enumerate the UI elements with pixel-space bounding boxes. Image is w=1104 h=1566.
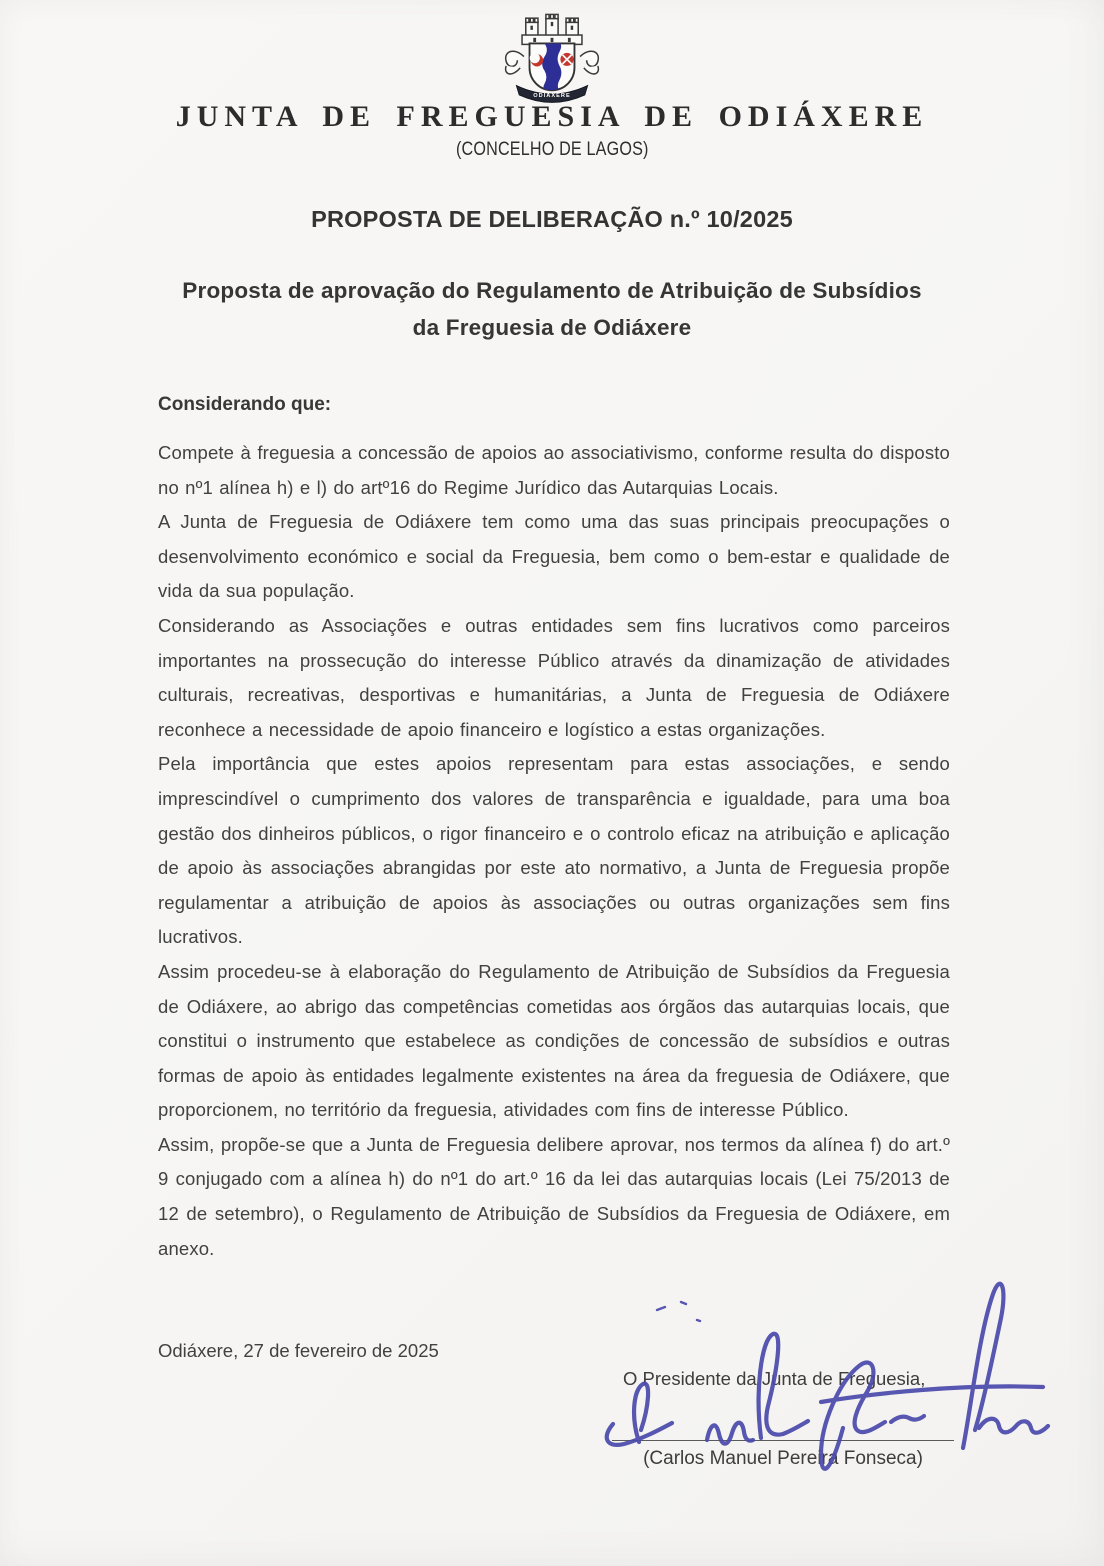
org-subtitle-text: (CONCELHO DE LAGOS) <box>455 139 649 160</box>
signer-name: (Carlos Manuel Pereira Fonseca) <box>643 1448 923 1469</box>
date-line: Odiáxere, 27 de fevereiro de 2025 <box>158 1340 439 1361</box>
paragraph: Pela importância que estes apoios representam para estas associações, e sendo imprescindível o cumprimento dos valores de transparência e igualdade, para uma boa gestão dos dinheiros públicos, o rigor financeiro e o controlo eficaz na atribuição e aplicação de apoio às associações abrangidas por este ato normativo, a Junta de Freguesia propõe regulamentar a atribuição de apoios às associações ou outras organizações sem fins lucrativos. <box>158 753 950 948</box>
document-subtitle: Proposta de aprovação do Regulamento de Atribuição de Subsídios da Freguesia de Odiáxere <box>182 278 922 340</box>
paragraph: Assim procedeu-se à elaboração do Regulamento de Atribuição de Subsídios da Freguesia de Odiáxere, ao abrigo das competências cometidas aos órgãos das autarquias locais, que constitui o instrumento que estabelece as condições de concessão de subsídios e outras formas de apoio às entidades legalmente existentes na área da freguesia de Odiáxere, que proporcionem, no território da freguesia, atividades com fins de interesse Público. <box>158 960 950 1121</box>
document-body <box>158 394 950 1266</box>
signature-ink <box>595 1276 1065 1496</box>
municipal-crest <box>477 6 627 109</box>
org-name: JUNTA DE FREGUESIA DE ODIÁXERE <box>175 100 929 133</box>
signer-role: O Presidente da Junta de Freguesia, <box>623 1368 926 1389</box>
paragraph: Assim, propõe-se que a Junta de Freguesia delibere aprovar, nos termos da alínea f) do art.º 9 conjugado com a alínea h) do nº1 do art.º 16 da lei das autarquias locais (Lei 75/2013 de 12 de setembro), o Regulamento de Atribuição de Subsídios da Freguesia de Odiáxere, em anexo. <box>158 1133 950 1259</box>
paragraph: Compete à freguesia a concessão de apoios ao associativismo, conforme resulta do disposto no nº1 alínea h) e l) do artº16 do Regime Jurídico das Autarquias Locais. <box>158 442 950 498</box>
paragraph: Considerando as Associações e outras entidades sem fins lucrativos como parceiros importantes na prossecução do interesse Público através da dinamização de atividades culturais, recreativas, desportivas e humanitárias, a Junta de Freguesia de Odiáxere reconhece a necessidade de apoio financeiro e logístico a estas organizações. <box>158 614 950 740</box>
crest-quatrefoil <box>560 53 573 66</box>
document-title: PROPOSTA DE DELIBERAÇÃO n.º 10/2025 <box>311 206 793 232</box>
crest-banner-text: ODIÁXERE <box>533 92 571 99</box>
signature-block <box>595 1276 1065 1496</box>
org-subtitle <box>0 139 1104 161</box>
section-heading: Considerando que: <box>158 394 332 415</box>
paragraph: A Junta de Freguesia de Odiáxere tem como uma das suas principais preocupações o desenvolvimento económico e social da Freguesia, bem como o bem-estar e qualidade de vida da sua população. <box>158 511 950 602</box>
